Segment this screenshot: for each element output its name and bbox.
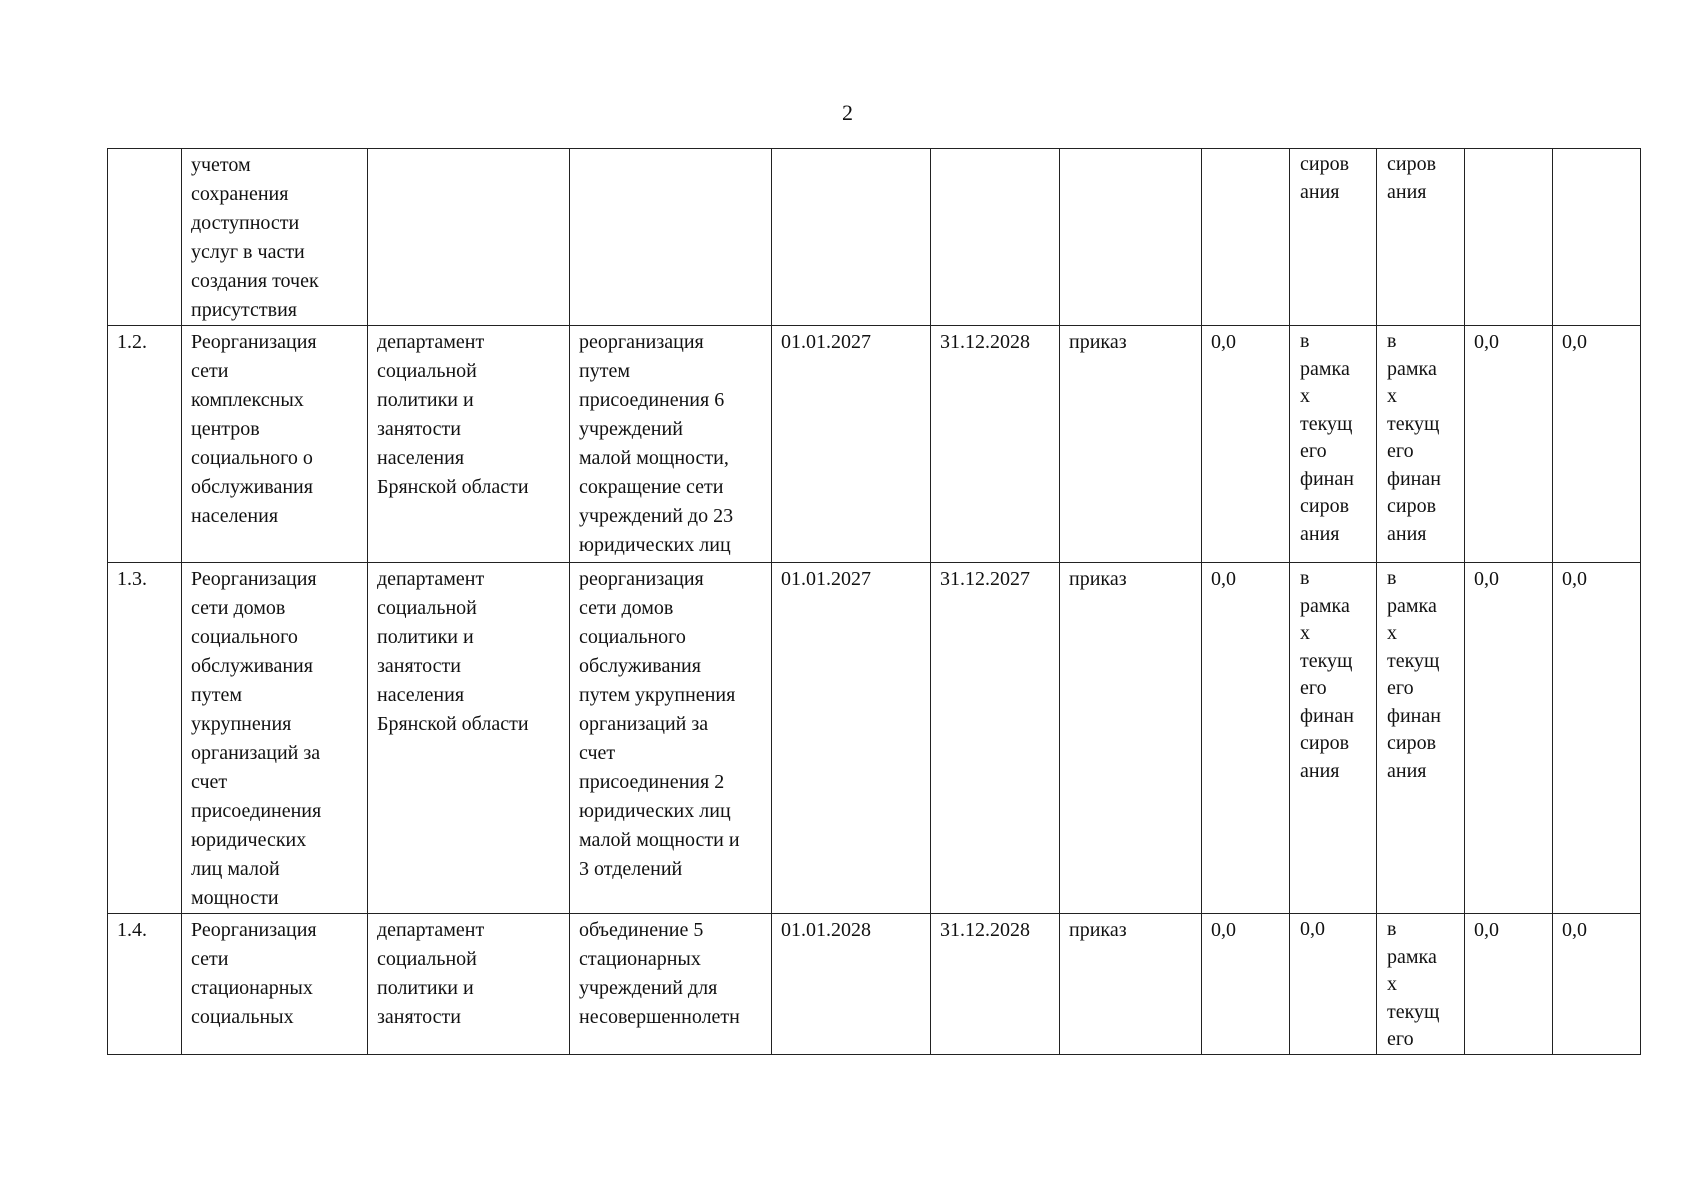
value-cell-2: 0,0 [1290,914,1377,1055]
result-cell: реорганизация сети домов социального обслуживания путем укрупнения организаций за счет присоединения 2 юридических лиц малой мощности и 3 отделений [570,563,772,914]
start-date-cell: 01.01.2027 [772,326,931,563]
value-cell-3: сиров ания [1377,149,1465,326]
result-cell [570,149,772,326]
table-row [108,149,1641,326]
row-number-cell [108,149,182,326]
start-date-cell: 01.01.2028 [772,914,931,1055]
value-cell-1: 0,0 [1202,914,1290,1055]
value-cell-4: 0,0 [1465,563,1553,914]
table-row [108,914,1641,1055]
value-cell-2: в рамка х текущ его финан сиров ания [1290,326,1377,563]
start-date-cell [772,149,931,326]
document-type-cell [1060,149,1202,326]
start-date-cell: 01.01.2027 [772,563,931,914]
value-cell-2: сиров ания [1290,149,1377,326]
value-cell-3: в рамка х текущ его [1377,914,1465,1055]
value-cell-3: в рамка х текущ его финан сиров ания [1377,326,1465,563]
value-cell-5: 0,0 [1553,914,1641,1055]
end-date-cell: 31.12.2028 [931,326,1060,563]
end-date-cell: 31.12.2027 [931,563,1060,914]
executor-cell [368,149,570,326]
value-cell-4: 0,0 [1465,326,1553,563]
executor-cell: департамент социальной политики и занятости [368,914,570,1055]
value-cell-5: 0,0 [1553,326,1641,563]
value-cell-5 [1553,149,1641,326]
value-cell-1: 0,0 [1202,563,1290,914]
row-number-cell: 1.3. [108,563,182,914]
activity-name-cell: Реорганизация сети домов социального обслуживания путем укрупнения организаций за счет присоединения юридических лиц малой мощности [182,563,368,914]
executor-cell: департамент социальной политики и занятости населения Брянской области [368,563,570,914]
end-date-cell [931,149,1060,326]
value-cell-4: 0,0 [1465,914,1553,1055]
value-cell-3: в рамка х текущ его финан сиров ания [1377,563,1465,914]
result-cell: реорганизация путем присоединения 6 учреждений малой мощности, сокращение сети учреждений до 23 юридических лиц [570,326,772,563]
result-cell: объединение 5 стационарных учреждений для несовершеннолетн [570,914,772,1055]
document-type-cell: приказ [1060,326,1202,563]
activity-table [107,148,1641,1055]
value-cell-1 [1202,149,1290,326]
page-number: 2 [842,100,853,125]
value-cell-5: 0,0 [1553,563,1641,914]
value-cell-4 [1465,149,1553,326]
value-cell-2: в рамка х текущ его финан сиров ания [1290,563,1377,914]
activity-name-cell: учетом сохранения доступности услуг в части создания точек присутствия [182,149,368,326]
value-cell-1: 0,0 [1202,326,1290,563]
executor-cell: департамент социальной политики и занятости населения Брянской области [368,326,570,563]
activity-name-cell: Реорганизация сети комплексных центров социального о обслуживания населения [182,326,368,563]
document-type-cell: приказ [1060,563,1202,914]
activity-name-cell: Реорганизация сети стационарных социальных [182,914,368,1055]
document-type-cell: приказ [1060,914,1202,1055]
row-number-cell: 1.4. [108,914,182,1055]
table-row [108,563,1641,914]
row-number-cell: 1.2. [108,326,182,563]
table-row [108,326,1641,563]
end-date-cell: 31.12.2028 [931,914,1060,1055]
